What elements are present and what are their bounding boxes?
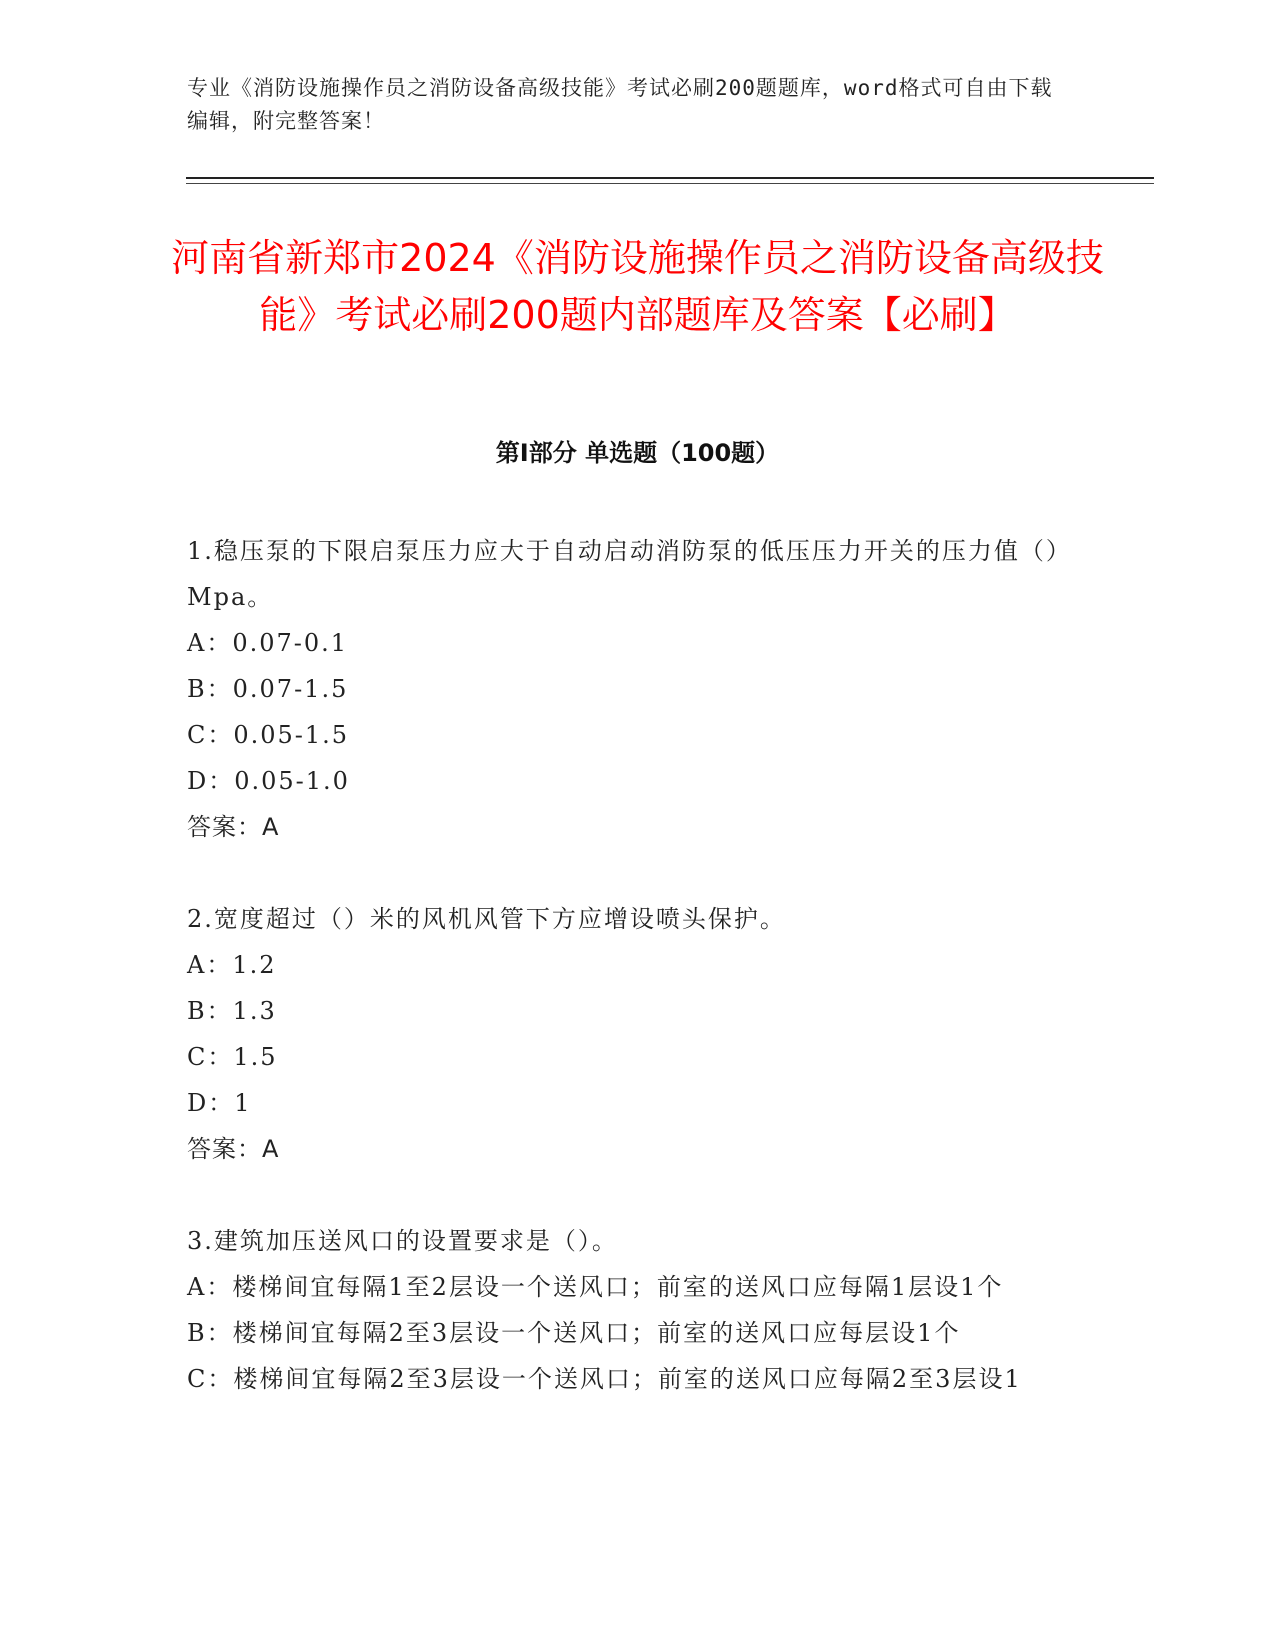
option-b: B：楼梯间宜每隔2至3层设一个送风口；前室的送风口应每层设1个: [187, 1319, 961, 1347]
answer: 答案：A: [187, 1135, 280, 1163]
section-heading: 第I部分 单选题（100题）: [495, 439, 780, 467]
option-b: B：0.07-1.5: [187, 675, 349, 703]
question-list: [187, 528, 1067, 1448]
header-note: 专业《消防设施操作员之消防设备高级技能》考试必刷200题题库，word格式可自由下载编辑，附完整答案！: [187, 76, 1053, 133]
document-title: 河南省新郑市2024《消防设施操作员之消防设备高级技能》考试必刷200题内部题库及答案【必刷】: [171, 236, 1104, 337]
option-d: D：1: [187, 1089, 252, 1117]
option-c: C：楼梯间宜每隔2至3层设一个送风口；前室的送风口应每隔2至3层设1: [187, 1365, 1022, 1393]
question-3: [187, 1218, 1067, 1402]
question-stem: 1.稳压泵的下限启泵压力应大于自动启动消防泵的低压压力开关的压力值（）Mpa。: [187, 537, 1060, 611]
option-d: D：0.05-1.0: [187, 767, 350, 795]
option-a: A：0.07-0.1: [187, 629, 349, 657]
question-stem: 3.建筑加压送风口的设置要求是（）。: [187, 1227, 618, 1255]
option-a: A：1.2: [187, 951, 277, 979]
header-rule-thin: [186, 183, 1154, 184]
question-2: [187, 896, 1067, 1172]
question-stem: 2.宽度超过（）米的风机风管下方应增设喷头保护。: [187, 905, 786, 933]
option-c: C：1.5: [187, 1043, 278, 1071]
option-b: B：1.3: [187, 997, 277, 1025]
answer: 答案：A: [187, 813, 280, 841]
option-a: A：楼梯间宜每隔1至2层设一个送风口；前室的送风口应每隔1层设1个: [187, 1273, 1004, 1301]
header-rule-thick: [186, 177, 1154, 179]
option-c: C：0.05-1.5: [187, 721, 350, 749]
question-1: [187, 528, 1067, 850]
